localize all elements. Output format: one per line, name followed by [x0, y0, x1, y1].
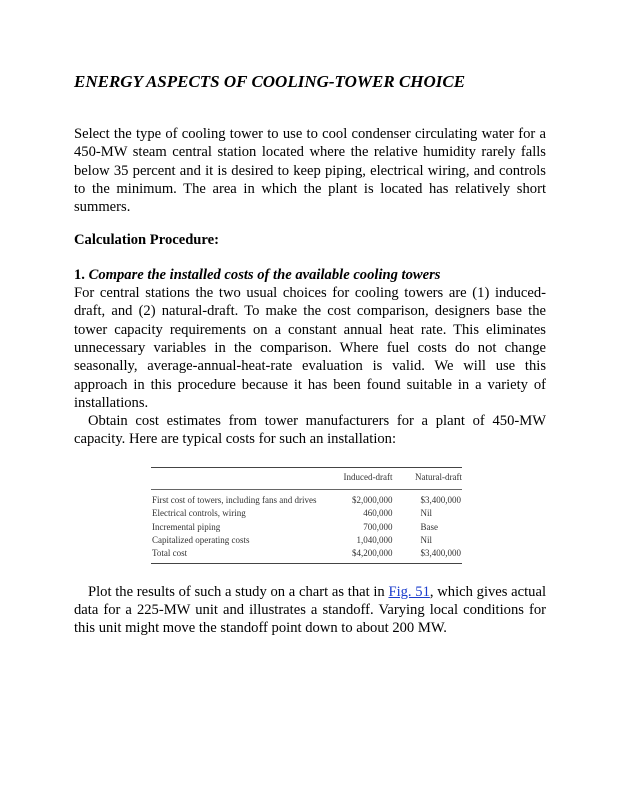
table-row [151, 521, 462, 534]
table-header-natural: Natural-draft [415, 471, 462, 482]
plot-text-before: Plot the results of such a study on a chart as that in [88, 583, 389, 600]
intro-paragraph: Select the type of cooling tower to use to cool condenser circulating water for a 450-MW steam central station located where the relative humidity rarely falls below 35 percent and it is desired to keep piping, electrical wiring, and controls to the minimum. The area in which the plant is located has relatively short summers. [74, 126, 546, 216]
cost-table-wrapper [151, 467, 462, 564]
table-cell-induced: $4,200,000 [352, 548, 393, 559]
table-row [151, 547, 462, 563]
document-title: ENERGY ASPECTS OF COOLING-TOWER CHOICE [74, 72, 466, 91]
plot-paragraph [74, 583, 546, 638]
table-header-row [151, 467, 462, 489]
table-row [151, 507, 462, 520]
step-number: 1. [74, 266, 85, 283]
table-cell-label: Electrical controls, wiring [152, 508, 246, 519]
table-cell-induced: $2,000,000 [352, 495, 393, 506]
table-cell-induced: 460,000 [363, 508, 393, 519]
table-cell-natural: Nil [420, 508, 433, 519]
table-cell-induced: 700,000 [363, 521, 393, 532]
table-cell-natural: Nil [420, 534, 433, 545]
table-cell-natural: $3,400,000 [420, 495, 461, 506]
table-row [151, 534, 462, 547]
step-1-heading [74, 266, 546, 284]
document-page [74, 70, 546, 637]
table-row [151, 490, 462, 508]
table-cell-induced: 1,040,000 [356, 534, 393, 545]
table-cell-natural: $3,400,000 [420, 548, 461, 559]
section-heading: Calculation Procedure: [74, 232, 219, 249]
table-cell-label: Total cost [152, 548, 188, 559]
plot-text-after: , which gives actual data for a 225-MW unit and illustrates a standoff. Varying local conditions for this unit might move the standoff point down to about 200 MW. [74, 583, 547, 637]
fig-51-link[interactable]: Fig. 51 [388, 583, 430, 600]
table-body [151, 490, 462, 563]
table-header-induced: Induced-draft [343, 471, 393, 482]
step-1-cost-paragraph: Obtain cost estimates from tower manufacturers for a plant of 450-MW capacity. Here are typical costs for such an installation: [74, 413, 546, 448]
table-cell-label: Incremental piping [152, 521, 221, 532]
step-1-paragraph: For central stations the two usual choices for cooling towers are (1) induced-draft, and (2) natural-draft. To make the cost comparison, designers base the tower capacity requirements on a constant annual heat rate. This eliminates unnecessary variables in the comparison. Where fuel costs do not change seasonally, average-annual-heat-rate evaluation is valid. We will use this approach in this procedure because it has been found suitable in a variety of installations. [74, 285, 546, 411]
table-header-label [151, 467, 325, 489]
table-cell-natural: Base [420, 521, 438, 532]
step-title: Compare the installed costs of the available cooling towers [88, 266, 441, 283]
table-cell-label: Capitalized operating costs [152, 534, 250, 545]
cost-table [151, 467, 462, 564]
table-cell-label: First cost of towers, including fans and drives [152, 495, 317, 506]
